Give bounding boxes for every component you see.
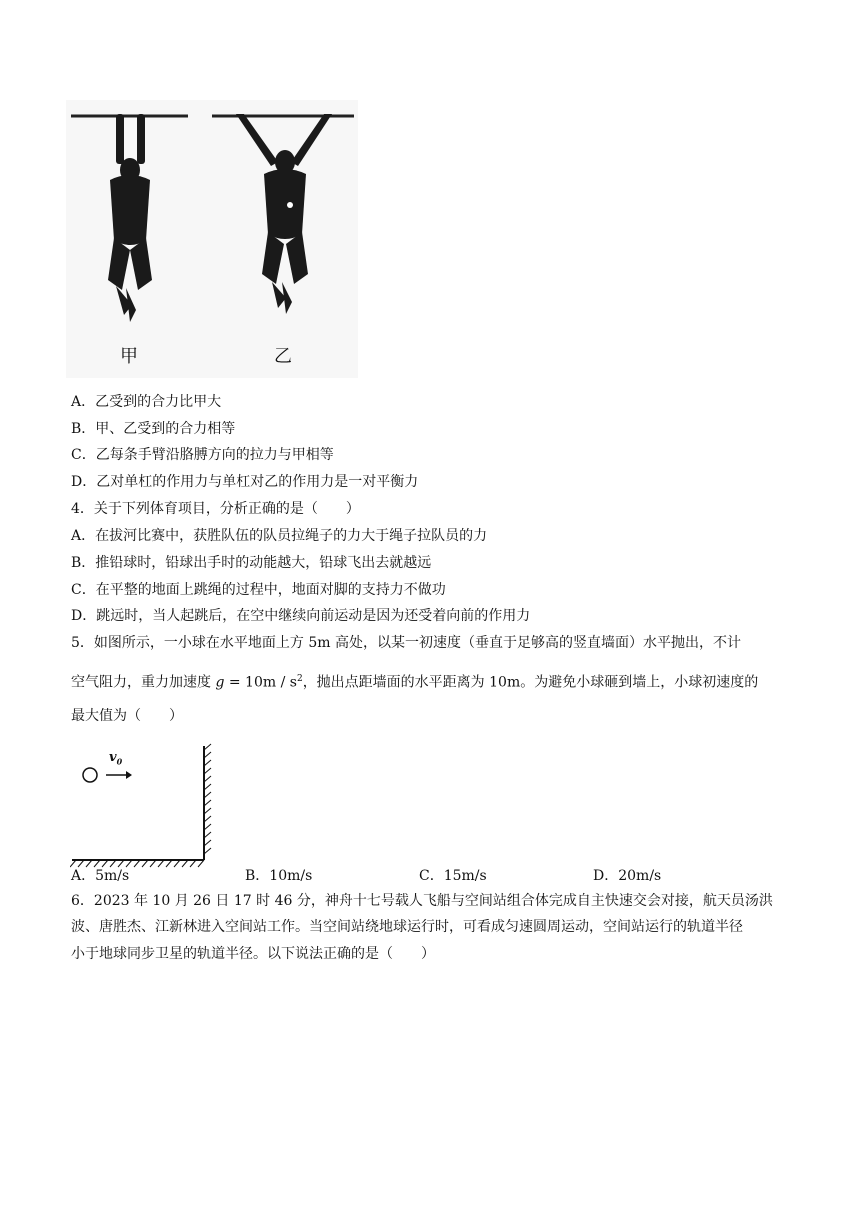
q6-line2: 波、唐胜杰、江新林进入空间站工作。当空间站绕地球运行时，可看成匀速圆周运动，空间站运行的轨道半径 xyxy=(71,919,743,935)
pullup-illustration xyxy=(66,100,358,378)
person-jia xyxy=(108,114,152,322)
q3-option-b: B．甲、乙受到的合力相等 xyxy=(71,421,236,437)
label-yi: 乙 xyxy=(274,346,292,367)
q3-option-c: C．乙每条手臂沿胳膊方向的拉力与甲相等 xyxy=(71,447,334,463)
arrow-right-icon xyxy=(126,771,132,779)
q6-line3: 小于地球同步卫星的轨道半径。以下说法正确的是（ ） xyxy=(71,946,435,962)
wall-hatching xyxy=(204,744,211,854)
q4-option-d: D．跳远时，当人起跳后，在空中继续向前运动是因为还受着向前的作用力 xyxy=(71,608,531,624)
g-value: = 10m / s xyxy=(224,674,297,691)
q6-line1: 6．2023 年 10 月 26 日 17 时 46 分，神舟十七号载人飞船与空间站组合体完成自主快速交会对接，航天员汤洪 xyxy=(71,893,773,909)
q5-option-a: A．5m/s xyxy=(71,868,130,884)
g-exponent: 2 xyxy=(296,674,303,684)
q4-option-a: A．在拔河比赛中，获胜队伍的队员拉绳子的力大于绳子拉队员的力 xyxy=(71,528,488,544)
q3-option-d: D．乙对单杠的作用力与单杠对乙的作用力是一对平衡力 xyxy=(71,474,419,490)
q3-option-a: A．乙受到的合力比甲大 xyxy=(71,394,222,410)
label-jia: 甲 xyxy=(120,346,138,367)
q5-line2 xyxy=(71,670,758,692)
projectile-figure xyxy=(70,742,216,882)
q5-line1: 5．如图所示，一小球在水平地面上方 5m 高处，以某一初速度（垂直于足够高的竖直墙面）水平抛出，不计 xyxy=(71,635,741,651)
q4-stem: 4．关于下列体育项目，分析正确的是（ ） xyxy=(71,501,360,517)
ball-icon xyxy=(83,768,97,782)
q5-option-b: B．10m/s xyxy=(245,868,313,884)
g-symbol: g xyxy=(215,674,225,691)
q4-option-b: B．推铅球时，铅球出手时的动能越大，铅球飞出去就越远 xyxy=(71,555,432,571)
person-yi xyxy=(236,114,332,314)
v0-label: $v_0$ xyxy=(109,750,123,767)
q5-option-c: C．15m/s xyxy=(419,868,487,884)
q4-option-c: C．在平整的地面上跳绳的过程中，地面对脚的支持力不做功 xyxy=(71,582,446,598)
projectile-diagram xyxy=(70,742,216,882)
q5-line2-post: ，抛出点距墙面的水平距离为 10m。为避免小球砸到墙上，小球初速度的 xyxy=(302,674,759,691)
q5-line3: 最大值为（ ） xyxy=(71,708,183,724)
pullup-figure xyxy=(66,100,358,378)
q5-option-d: D．20m/s xyxy=(593,868,662,884)
q5-line2-pre: 空气阻力，重力加速度 xyxy=(71,674,216,691)
